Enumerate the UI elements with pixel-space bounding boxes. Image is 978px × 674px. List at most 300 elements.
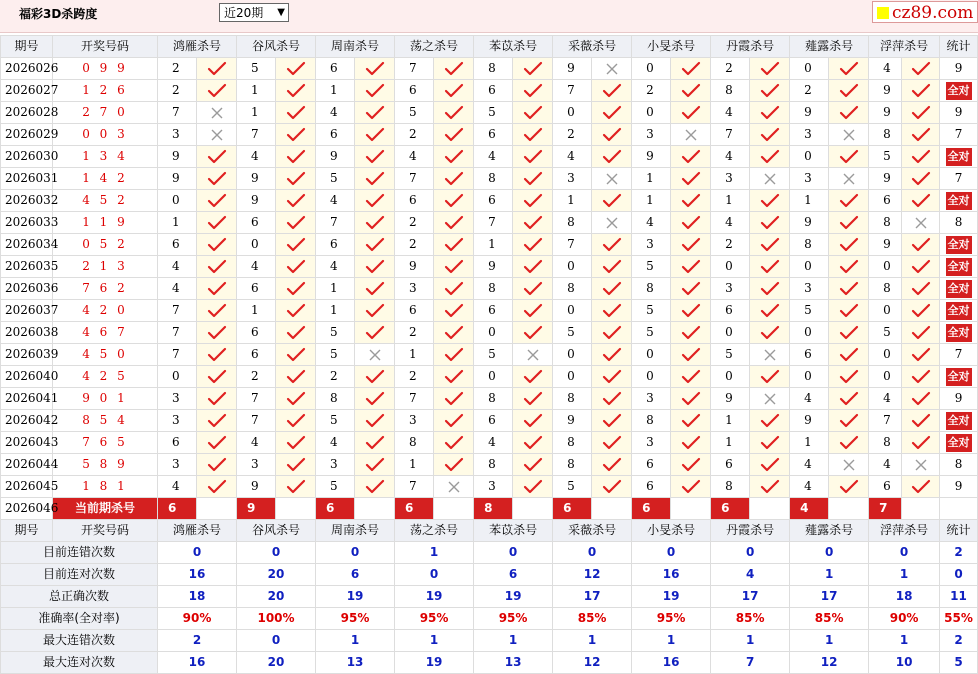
kill-number-cell: 3 <box>790 278 829 300</box>
draw-number-cell: 1 8 1 <box>53 476 158 498</box>
result-correct <box>829 234 869 256</box>
stats-value: 90% <box>869 608 940 630</box>
row-stat-cell <box>940 80 978 102</box>
result-correct <box>355 58 395 80</box>
kill-number-cell: 2 <box>711 234 750 256</box>
check-icon <box>523 237 543 253</box>
kill-number-cell: 3 <box>632 234 671 256</box>
kill-number-cell: 0 <box>474 322 513 344</box>
kill-number-cell: 6 <box>474 410 513 432</box>
kill-number-cell: 6 <box>316 58 355 80</box>
header-row <box>1 36 978 58</box>
check-icon <box>681 61 701 77</box>
current-empty-cell <box>434 498 474 520</box>
column-header[interactable]: 期号 <box>1 520 53 542</box>
result-wrong <box>829 454 869 476</box>
table-row <box>1 234 978 256</box>
result-wrong <box>829 168 869 190</box>
check-icon <box>286 325 306 341</box>
column-header[interactable]: 苯苡杀号 <box>474 520 553 542</box>
check-icon <box>839 83 859 99</box>
column-header[interactable]: 鸿雁杀号 <box>158 520 237 542</box>
kill-number-cell: 6 <box>158 432 197 454</box>
stats-value: 85% <box>790 608 869 630</box>
result-correct <box>671 454 711 476</box>
result-correct <box>513 168 553 190</box>
stats-value: 95% <box>474 608 553 630</box>
kill-number-cell: 5 <box>632 256 671 278</box>
check-icon <box>286 171 306 187</box>
stats-value: 16 <box>632 652 711 674</box>
check-icon <box>444 281 464 297</box>
current-kill-number: 6 <box>632 498 671 520</box>
stats-value: 0 <box>869 542 940 564</box>
row-stat-cell: 7 <box>940 168 978 190</box>
kill-number-cell: 5 <box>869 146 902 168</box>
check-icon <box>681 413 701 429</box>
current-kill-number: 6 <box>711 498 750 520</box>
stats-value: 95% <box>395 608 474 630</box>
period-cell: 2026029 <box>1 124 53 146</box>
result-correct <box>355 410 395 432</box>
kill-number-cell: 0 <box>790 256 829 278</box>
check-icon <box>207 479 227 495</box>
current-kill-number: 6 <box>316 498 355 520</box>
stats-value: 0 <box>395 564 474 586</box>
kill-number-cell: 4 <box>711 146 750 168</box>
period-cell: 2026038 <box>1 322 53 344</box>
column-header[interactable]: 开奖号码 <box>53 36 158 58</box>
result-correct <box>592 432 632 454</box>
current-kill-number: 6 <box>158 498 197 520</box>
kill-number-cell: 3 <box>158 388 197 410</box>
check-icon <box>839 281 859 297</box>
result-correct <box>592 80 632 102</box>
period-cell: 2026031 <box>1 168 53 190</box>
column-header[interactable]: 采薇杀号 <box>553 520 632 542</box>
result-correct <box>750 124 790 146</box>
result-correct <box>513 454 553 476</box>
kill-number-cell: 2 <box>158 58 197 80</box>
stats-value: 12 <box>553 652 632 674</box>
check-icon <box>365 303 385 319</box>
kill-number-cell: 1 <box>158 212 197 234</box>
stats-value: 19 <box>474 586 553 608</box>
kill-number-cell: 2 <box>632 80 671 102</box>
check-icon <box>286 391 306 407</box>
kill-number-cell: 6 <box>790 344 829 366</box>
column-header[interactable]: 谷风杀号 <box>237 520 316 542</box>
result-correct <box>434 168 474 190</box>
stats-value: 20 <box>237 586 316 608</box>
stats-value: 16 <box>632 564 711 586</box>
stats-value: 19 <box>316 586 395 608</box>
stats-value: 0 <box>790 542 869 564</box>
result-wrong <box>355 344 395 366</box>
kill-number-cell: 4 <box>869 454 902 476</box>
result-correct <box>750 454 790 476</box>
kill-number-cell: 5 <box>474 102 513 124</box>
stats-value: 0 <box>237 542 316 564</box>
kill-number-cell: 1 <box>711 410 750 432</box>
check-icon <box>911 149 931 165</box>
result-correct <box>355 476 395 498</box>
stats-value: 2 <box>158 630 237 652</box>
column-header[interactable]: 小旻杀号 <box>632 520 711 542</box>
kill-number-cell: 8 <box>711 476 750 498</box>
stats-value: 7 <box>711 652 790 674</box>
check-icon <box>444 83 464 99</box>
check-icon <box>602 303 622 319</box>
draw-number-cell: 4 6 7 <box>53 322 158 344</box>
kill-number-cell: 5 <box>395 102 434 124</box>
check-icon <box>444 259 464 275</box>
check-icon <box>681 369 701 385</box>
kill-number-cell: 7 <box>237 124 276 146</box>
stats-value: 1 <box>316 630 395 652</box>
result-correct <box>434 58 474 80</box>
brand-logo[interactable] <box>872 1 978 23</box>
kill-number-cell: 1 <box>395 344 434 366</box>
check-icon <box>207 303 227 319</box>
result-correct <box>355 256 395 278</box>
result-correct <box>434 410 474 432</box>
kill-number-cell: 5 <box>316 344 355 366</box>
stats-value: 13 <box>474 652 553 674</box>
kill-number-cell: 9 <box>237 168 276 190</box>
period-cell: 2026026 <box>1 58 53 80</box>
result-correct <box>671 322 711 344</box>
column-header[interactable]: 期号 <box>1 36 53 58</box>
result-correct <box>197 146 237 168</box>
kill-number-cell: 1 <box>395 454 434 476</box>
result-correct <box>355 300 395 322</box>
kill-number-cell: 4 <box>632 212 671 234</box>
result-correct <box>902 410 940 432</box>
kill-number-cell: 0 <box>711 366 750 388</box>
check-icon <box>681 237 701 253</box>
column-header[interactable]: 谷风杀号 <box>237 36 316 58</box>
result-correct <box>902 278 940 300</box>
result-correct <box>276 410 316 432</box>
stats-value: 19 <box>395 586 474 608</box>
kill-number-cell: 6 <box>237 322 276 344</box>
column-header[interactable]: 开奖号码 <box>53 520 158 542</box>
stats-value: 0 <box>237 630 316 652</box>
kill-number-cell: 0 <box>869 300 902 322</box>
check-icon <box>286 259 306 275</box>
kill-number-cell: 2 <box>395 234 434 256</box>
result-wrong <box>902 212 940 234</box>
check-icon <box>839 237 859 253</box>
stats-value: 16 <box>158 564 237 586</box>
current-kill-number: 4 <box>790 498 829 520</box>
current-kill-number: 9 <box>237 498 276 520</box>
kill-number-cell: 8 <box>632 410 671 432</box>
result-correct <box>902 190 940 212</box>
check-icon <box>681 149 701 165</box>
column-header[interactable]: 浮萍杀号 <box>869 520 940 542</box>
table-row <box>1 278 978 300</box>
result-correct <box>750 322 790 344</box>
stats-value: 0 <box>474 542 553 564</box>
stats-value: 1 <box>395 542 474 564</box>
column-header[interactable]: 采薇杀号 <box>553 36 632 58</box>
result-wrong <box>750 344 790 366</box>
kill-number-cell: 4 <box>237 256 276 278</box>
row-stat-cell <box>940 234 978 256</box>
check-icon <box>444 435 464 451</box>
check-icon <box>681 457 701 473</box>
result-correct <box>355 278 395 300</box>
column-header[interactable]: 丹霞杀号 <box>711 36 790 58</box>
result-correct <box>276 212 316 234</box>
cross-icon <box>842 172 856 186</box>
current-kill-number: 8 <box>474 498 513 520</box>
stats-value: 18 <box>869 586 940 608</box>
result-correct <box>671 366 711 388</box>
kill-number-cell: 9 <box>711 388 750 410</box>
kill-number-cell: 0 <box>553 366 592 388</box>
cross-icon <box>210 128 224 142</box>
period-cell: 2026039 <box>1 344 53 366</box>
kill-number-cell: 6 <box>316 124 355 146</box>
cross-icon <box>914 458 928 472</box>
column-header[interactable]: 荡之杀号 <box>395 36 474 58</box>
check-icon <box>365 215 385 231</box>
result-correct <box>671 476 711 498</box>
stats-value: 85% <box>553 608 632 630</box>
kill-number-cell: 0 <box>711 322 750 344</box>
column-header[interactable]: 薤露杀号 <box>790 520 869 542</box>
check-icon <box>444 127 464 143</box>
kill-number-cell: 6 <box>711 300 750 322</box>
column-header[interactable]: 浮萍杀号 <box>869 36 940 58</box>
table-row <box>1 432 978 454</box>
result-correct <box>276 168 316 190</box>
check-icon <box>681 391 701 407</box>
check-icon <box>911 325 931 341</box>
result-correct <box>434 432 474 454</box>
kill-number-cell: 2 <box>711 58 750 80</box>
result-correct <box>197 190 237 212</box>
kill-number-cell: 0 <box>632 58 671 80</box>
kill-number-cell: 5 <box>869 322 902 344</box>
kill-number-cell: 1 <box>316 278 355 300</box>
check-icon <box>839 303 859 319</box>
result-correct <box>513 278 553 300</box>
stats-label: 目前连对次数 <box>1 564 158 586</box>
current-empty-cell <box>902 498 940 520</box>
check-icon <box>839 193 859 209</box>
result-correct <box>671 58 711 80</box>
check-icon <box>911 237 931 253</box>
table-row <box>1 344 978 366</box>
check-icon <box>286 435 306 451</box>
result-correct <box>276 388 316 410</box>
result-correct <box>592 454 632 476</box>
column-header[interactable]: 周南杀号 <box>316 520 395 542</box>
all-correct-badge: 全对 <box>946 434 972 452</box>
result-correct <box>671 344 711 366</box>
result-correct <box>276 190 316 212</box>
column-header[interactable]: 统计 <box>940 36 978 58</box>
kill-number-cell: 7 <box>395 168 434 190</box>
check-icon <box>911 193 931 209</box>
result-correct <box>513 410 553 432</box>
column-header[interactable]: 周南杀号 <box>316 36 395 58</box>
row-stat-cell: 7 <box>940 124 978 146</box>
stats-value: 6 <box>474 564 553 586</box>
result-correct <box>592 102 632 124</box>
result-correct <box>829 300 869 322</box>
check-icon <box>286 457 306 473</box>
kill-number-cell: 3 <box>395 278 434 300</box>
kill-number-cell: 2 <box>395 366 434 388</box>
kill-number-cell: 3 <box>790 124 829 146</box>
kill-number-cell: 2 <box>553 124 592 146</box>
check-icon <box>523 479 543 495</box>
result-correct <box>829 410 869 432</box>
kill-number-cell: 0 <box>237 234 276 256</box>
check-icon <box>365 83 385 99</box>
kill-number-cell: 3 <box>316 454 355 476</box>
result-correct <box>434 146 474 168</box>
check-icon <box>839 215 859 231</box>
check-icon <box>681 259 701 275</box>
result-correct <box>355 212 395 234</box>
check-icon <box>681 281 701 297</box>
result-wrong <box>513 344 553 366</box>
kill-number-cell: 6 <box>474 124 513 146</box>
check-icon <box>444 369 464 385</box>
kill-number-cell: 8 <box>553 388 592 410</box>
cross-icon <box>210 106 224 120</box>
result-correct <box>902 234 940 256</box>
check-icon <box>911 259 931 275</box>
result-correct <box>750 410 790 432</box>
current-empty-cell <box>671 498 711 520</box>
result-correct <box>276 124 316 146</box>
cross-icon <box>842 458 856 472</box>
stats-value: 12 <box>790 652 869 674</box>
row-stat-cell <box>940 146 978 168</box>
column-header[interactable]: 鸿雁杀号 <box>158 36 237 58</box>
stats-row <box>1 630 978 652</box>
kill-number-cell: 5 <box>711 344 750 366</box>
table-row <box>1 168 978 190</box>
stats-label: 最大连错次数 <box>1 630 158 652</box>
footer-header-row <box>1 520 978 542</box>
stats-value: 6 <box>316 564 395 586</box>
column-header[interactable]: 丹霞杀号 <box>711 520 790 542</box>
result-correct <box>434 454 474 476</box>
result-correct <box>197 234 237 256</box>
result-correct <box>434 212 474 234</box>
kill-number-cell: 0 <box>869 366 902 388</box>
current-empty-cell <box>197 498 237 520</box>
result-correct <box>355 146 395 168</box>
check-icon <box>602 435 622 451</box>
draw-number-cell: 1 4 2 <box>53 168 158 190</box>
period-cell: 2026034 <box>1 234 53 256</box>
kill-number-cell: 4 <box>158 256 197 278</box>
check-icon <box>911 413 931 429</box>
kill-number-cell: 4 <box>869 388 902 410</box>
table-row <box>1 410 978 432</box>
kill-number-cell: 3 <box>474 476 513 498</box>
check-icon <box>760 149 780 165</box>
draw-number-cell: 4 2 5 <box>53 366 158 388</box>
kill-number-cell: 9 <box>790 212 829 234</box>
check-icon <box>207 457 227 473</box>
check-icon <box>365 281 385 297</box>
draw-number-cell: 7 6 2 <box>53 278 158 300</box>
kill-number-cell: 7 <box>158 322 197 344</box>
kill-number-cell: 9 <box>553 58 592 80</box>
result-correct <box>902 366 940 388</box>
check-icon <box>365 413 385 429</box>
all-correct-badge: 全对 <box>946 302 972 320</box>
result-correct <box>592 388 632 410</box>
check-icon <box>681 325 701 341</box>
kill-number-cell: 0 <box>869 344 902 366</box>
kill-number-cell: 9 <box>237 190 276 212</box>
cross-icon <box>763 172 777 186</box>
check-icon <box>911 435 931 451</box>
stats-value: 20 <box>237 652 316 674</box>
check-icon <box>207 215 227 231</box>
kill-number-cell: 6 <box>395 190 434 212</box>
cross-icon <box>368 348 382 362</box>
stats-value: 100% <box>237 608 316 630</box>
result-correct <box>276 322 316 344</box>
result-correct <box>513 212 553 234</box>
result-correct <box>671 102 711 124</box>
period-cell: 2026041 <box>1 388 53 410</box>
kill-number-cell: 8 <box>869 124 902 146</box>
kill-number-cell: 2 <box>395 124 434 146</box>
result-correct <box>671 388 711 410</box>
check-icon <box>911 479 931 495</box>
result-correct <box>902 322 940 344</box>
result-correct <box>434 344 474 366</box>
check-icon <box>286 237 306 253</box>
row-stat-cell: 8 <box>940 454 978 476</box>
result-correct <box>197 256 237 278</box>
result-correct <box>829 278 869 300</box>
result-correct <box>902 58 940 80</box>
check-icon <box>602 259 622 275</box>
column-header[interactable]: 薤露杀号 <box>790 36 869 58</box>
kill-number-cell: 8 <box>553 432 592 454</box>
column-header[interactable]: 荡之杀号 <box>395 520 474 542</box>
result-correct <box>829 366 869 388</box>
all-correct-badge: 全对 <box>946 280 972 298</box>
check-icon <box>681 171 701 187</box>
column-header[interactable]: 统计 <box>940 520 978 542</box>
result-wrong <box>750 388 790 410</box>
column-header[interactable]: 小旻杀号 <box>632 36 711 58</box>
check-icon <box>444 237 464 253</box>
kill-number-cell: 0 <box>553 102 592 124</box>
kill-number-cell: 9 <box>869 80 902 102</box>
column-header[interactable]: 苯苡杀号 <box>474 36 553 58</box>
check-icon <box>207 193 227 209</box>
period-select[interactable] <box>219 3 289 22</box>
result-correct <box>197 476 237 498</box>
kill-number-cell: 0 <box>790 366 829 388</box>
